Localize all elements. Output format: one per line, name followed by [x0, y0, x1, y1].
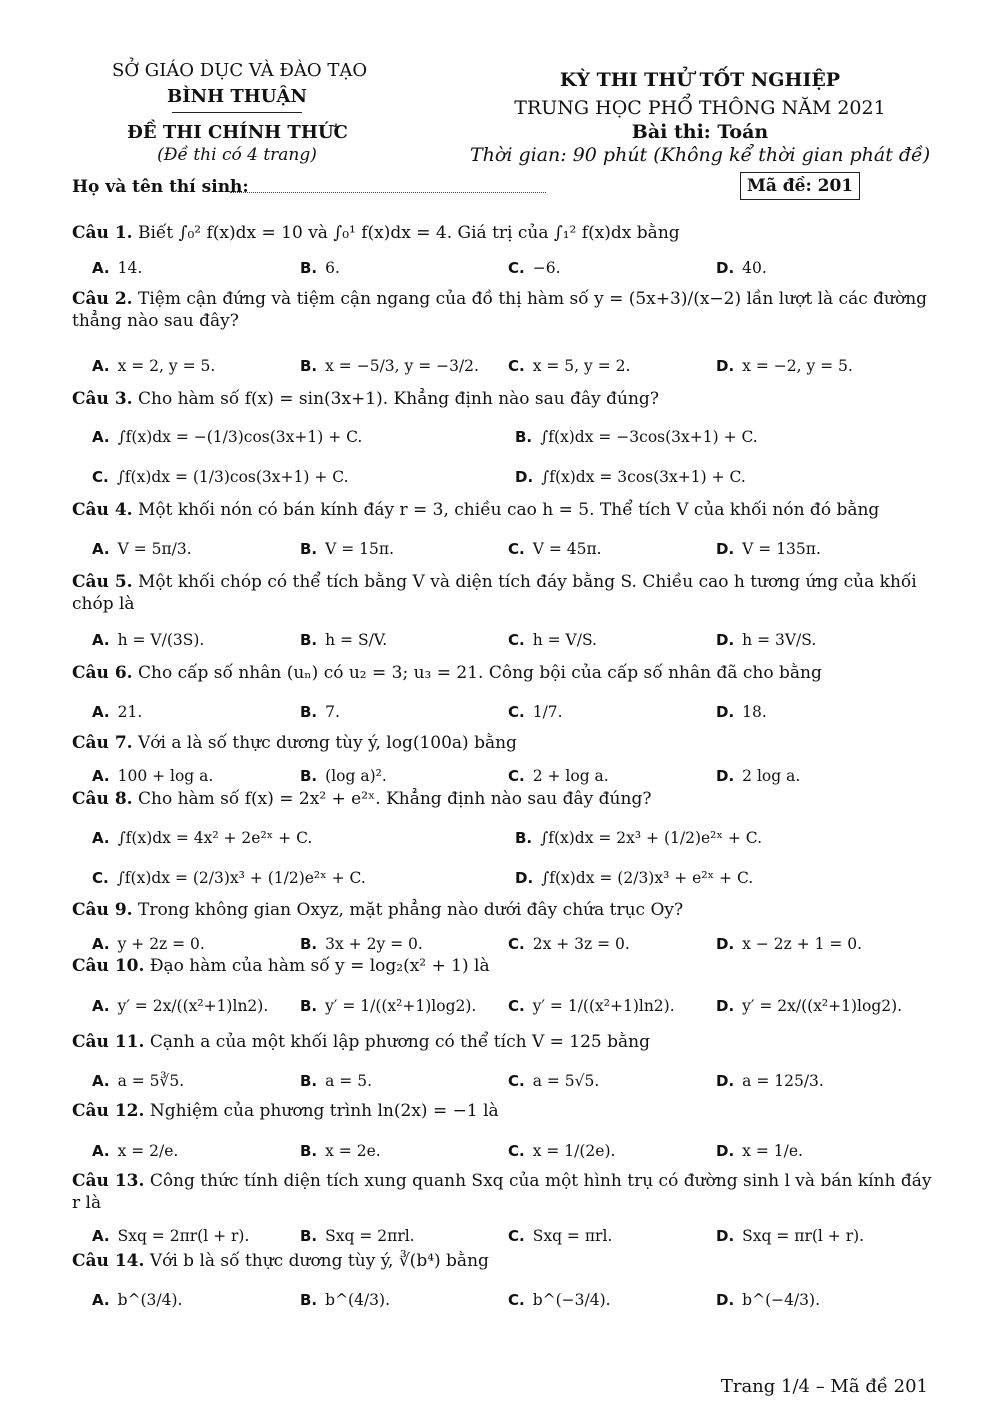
option-label: D.	[515, 468, 534, 486]
option-label: A.	[92, 767, 110, 785]
option-text: x = −2, y = 5.	[742, 357, 853, 375]
exam-code-box: Mã đề: 201	[740, 172, 860, 200]
option-text: 2x + 3z = 0.	[532, 935, 630, 953]
option-text: 7.	[325, 703, 340, 721]
option-label: B.	[515, 428, 533, 446]
exam-title: KỲ THI THỬ TỐT NGHIỆP	[559, 69, 841, 91]
question-stem	[72, 955, 932, 977]
answer-option	[92, 828, 312, 848]
question-number: Câu 9.	[72, 900, 133, 920]
question-text: Biết ∫₀² f(x)dx = 10 và ∫₀¹ f(x)dx = 4. Giá trị của ∫₁² f(x)dx bằng	[137, 223, 680, 243]
option-label: C.	[508, 997, 525, 1015]
option-text: ∫f(x)dx = −(1/3)cos(3x+1) + C.	[117, 428, 363, 446]
option-label: A.	[92, 631, 110, 649]
question-text: Trong không gian Oxyz, mặt phẳng nào dưới đây chứa trục Oy?	[137, 900, 684, 920]
option-label: C.	[508, 1072, 525, 1090]
option-text: 6.	[325, 259, 340, 277]
option-label: D.	[716, 357, 735, 375]
answer-option	[716, 539, 821, 559]
option-text: a = 5∛5.	[117, 1072, 185, 1090]
option-text: b^(−4/3).	[742, 1291, 821, 1309]
option-text: a = 125/3.	[742, 1072, 824, 1090]
answer-option	[92, 868, 366, 888]
answer-option	[508, 258, 561, 278]
answer-option	[508, 1071, 599, 1091]
option-text: 2 + log a.	[532, 767, 609, 785]
option-text: 2 log a.	[742, 767, 801, 785]
question-number: Câu 2.	[72, 289, 133, 309]
answer-option	[300, 702, 340, 722]
option-label: B.	[300, 1291, 318, 1309]
question-number: Câu 14.	[72, 1251, 145, 1271]
answer-option	[92, 934, 205, 954]
answer-option	[515, 467, 746, 487]
option-label: D.	[515, 869, 534, 887]
candidate-name-label: Họ và tên thí sinh:	[72, 177, 249, 197]
answer-option	[92, 539, 192, 559]
option-text: −6.	[532, 259, 561, 277]
exam-time: Thời gian: 90 phút (Không kể thời gian phát đề)	[470, 144, 931, 166]
option-text: ∫f(x)dx = −3cos(3x+1) + C.	[540, 428, 758, 446]
answer-option	[300, 1141, 381, 1161]
option-label: B.	[300, 357, 318, 375]
option-text: 3x + 2y = 0.	[325, 935, 423, 953]
answer-option	[716, 630, 816, 650]
question-text: Cho cấp số nhân (uₙ) có u₂ = 3; u₃ = 21. Công bội của cấp số nhân đã cho bằng	[137, 663, 822, 683]
answer-option	[508, 539, 602, 559]
answer-option	[716, 1071, 824, 1091]
department-name: SỞ GIÁO DỤC VÀ ĐÀO TẠO	[112, 60, 368, 81]
option-text: 100 + log a.	[117, 767, 214, 785]
option-text: (log a)².	[325, 767, 387, 785]
option-label: C.	[92, 468, 109, 486]
option-text: x = 2e.	[325, 1142, 381, 1160]
option-text: Sxq = πr(l + r).	[742, 1227, 865, 1245]
option-label: B.	[515, 829, 533, 847]
option-text: x = 1/e.	[742, 1142, 803, 1160]
option-text: b^(−3/4).	[532, 1291, 611, 1309]
question-text: Một khối chóp có thể tích bằng V và diện tích đáy bằng S. Chiều cao h tương ứng của khối chóp là	[72, 572, 917, 614]
option-label: B.	[300, 703, 318, 721]
option-label: D.	[716, 1291, 735, 1309]
option-label: A.	[92, 703, 110, 721]
option-label: D.	[716, 631, 735, 649]
question-number: Câu 4.	[72, 500, 133, 520]
question-stem	[72, 222, 932, 244]
question-text: Cho hàm số f(x) = sin(3x+1). Khẳng định nào sau đây đúng?	[137, 389, 659, 409]
option-label: C.	[508, 357, 525, 375]
option-label: D.	[716, 259, 735, 277]
question-number: Câu 13.	[72, 1171, 145, 1191]
answer-option	[92, 702, 142, 722]
option-text: 14.	[117, 259, 143, 277]
answer-option	[716, 996, 902, 1016]
question-stem	[72, 499, 932, 521]
option-label: D.	[716, 1227, 735, 1245]
option-label: B.	[300, 935, 318, 953]
answer-option	[92, 766, 213, 786]
option-text: Sxq = πrl.	[532, 1227, 613, 1245]
question-number: Câu 6.	[72, 663, 133, 683]
question-stem	[72, 1031, 932, 1053]
answer-option	[716, 1226, 864, 1246]
option-label: A.	[92, 829, 110, 847]
option-text: h = S/V.	[325, 631, 388, 649]
option-text: Sxq = 2πrl.	[325, 1227, 415, 1245]
option-text: x = 5, y = 2.	[532, 357, 631, 375]
option-label: D.	[716, 1142, 735, 1160]
answer-option	[508, 934, 630, 954]
answer-option	[515, 828, 762, 848]
question-text: Công thức tính diện tích xung quanh Sxq của một hình trụ có đường sinh l và bán kính đáy r là	[72, 1171, 932, 1213]
exam-subtitle: TRUNG HỌC PHỔ THÔNG NĂM 2021	[514, 97, 886, 119]
option-label: C.	[508, 540, 525, 558]
pages-note: (Đề thi có 4 trang)	[157, 145, 317, 165]
page-footer: Trang 1/4 – Mã đề 201	[720, 1376, 928, 1397]
answer-option	[92, 1071, 184, 1091]
question-stem	[72, 662, 932, 684]
answer-option	[515, 427, 758, 447]
option-text: ∫f(x)dx = (2/3)x³ + e²ˣ + C.	[541, 869, 754, 887]
option-text: h = V/S.	[532, 631, 597, 649]
question-stem	[72, 1170, 932, 1214]
option-label: C.	[508, 703, 525, 721]
option-label: B.	[300, 259, 318, 277]
answer-option	[716, 258, 767, 278]
option-text: V = 135π.	[742, 540, 821, 558]
option-label: D.	[716, 703, 735, 721]
answer-option	[716, 766, 800, 786]
option-label: B.	[300, 540, 318, 558]
answer-option	[508, 702, 563, 722]
option-text: ∫f(x)dx = 2x³ + (1/2)e²ˣ + C.	[540, 829, 763, 847]
option-text: h = V/(3S).	[117, 631, 205, 649]
option-text: V = 15π.	[325, 540, 395, 558]
question-number: Câu 12.	[72, 1101, 145, 1121]
question-stem	[72, 1250, 932, 1272]
option-text: x = −5/3, y = −3/2.	[325, 357, 479, 375]
answer-option	[508, 996, 675, 1016]
question-text: Một khối nón có bán kính đáy r = 3, chiều cao h = 5. Thể tích V của khối nón đó bằng	[137, 500, 880, 520]
answer-option	[300, 1226, 415, 1246]
option-text: y′ = 2x/((x²+1)log2).	[742, 997, 903, 1015]
option-label: C.	[508, 1227, 525, 1245]
answer-option	[508, 1226, 612, 1246]
answer-option	[508, 766, 609, 786]
option-text: h = 3V/S.	[742, 631, 817, 649]
option-label: A.	[92, 1227, 110, 1245]
option-text: y′ = 2x/((x²+1)ln2).	[117, 997, 269, 1015]
question-text: Đạo hàm của hàm số y = log₂(x² + 1) là	[149, 956, 490, 976]
option-label: C.	[508, 1291, 525, 1309]
option-text: V = 5π/3.	[117, 540, 192, 558]
question-text: Cạnh a của một khối lập phương có thể tích V = 125 bằng	[149, 1032, 650, 1052]
option-label: D.	[716, 997, 735, 1015]
option-text: ∫f(x)dx = (2/3)x³ + (1/2)e²ˣ + C.	[116, 869, 366, 887]
question-number: Câu 1.	[72, 223, 133, 243]
answer-option	[92, 996, 268, 1016]
option-text: ∫f(x)dx = (1/3)cos(3x+1) + C.	[116, 468, 349, 486]
answer-option	[508, 356, 630, 376]
question-stem	[72, 788, 932, 810]
answer-option	[300, 766, 387, 786]
option-text: a = 5.	[325, 1072, 373, 1090]
header-divider	[172, 112, 302, 113]
option-label: B.	[300, 631, 318, 649]
option-text: x = 1/(2e).	[532, 1142, 616, 1160]
option-label: D.	[716, 935, 735, 953]
option-text: y + 2z = 0.	[117, 935, 205, 953]
answer-option	[300, 630, 387, 650]
option-label: A.	[92, 259, 110, 277]
option-text: a = 5√5.	[532, 1072, 600, 1090]
answer-option	[716, 702, 767, 722]
option-text: x = 2/e.	[117, 1142, 179, 1160]
option-label: B.	[300, 1227, 318, 1245]
option-label: C.	[508, 259, 525, 277]
answer-option	[515, 868, 753, 888]
candidate-name-line	[230, 192, 546, 193]
question-stem	[72, 288, 932, 332]
option-label: A.	[92, 428, 110, 446]
option-label: C.	[508, 767, 525, 785]
answer-option	[300, 1290, 390, 1310]
answer-option	[716, 1290, 820, 1310]
answer-option	[92, 630, 204, 650]
answer-option	[716, 1141, 803, 1161]
option-label: A.	[92, 997, 110, 1015]
question-stem	[72, 571, 932, 615]
option-text: 1/7.	[532, 703, 563, 721]
option-label: A.	[92, 540, 110, 558]
answer-option	[92, 1290, 182, 1310]
question-stem	[72, 388, 932, 410]
option-label: B.	[300, 767, 318, 785]
answer-option	[92, 427, 362, 447]
province-name: BÌNH THUẬN	[167, 86, 307, 107]
question-text: Cho hàm số f(x) = 2x² + e²ˣ. Khẳng định nào sau đây đúng?	[137, 789, 652, 809]
option-label: B.	[300, 997, 318, 1015]
option-label: D.	[716, 767, 735, 785]
option-label: B.	[300, 1142, 318, 1160]
option-label: A.	[92, 935, 110, 953]
answer-option	[300, 996, 476, 1016]
subject-label: Bài thi: Toán	[631, 121, 769, 143]
option-text: ∫f(x)dx = 4x² + 2e²ˣ + C.	[117, 829, 313, 847]
answer-option	[300, 258, 340, 278]
answer-option	[92, 258, 142, 278]
option-label: C.	[92, 869, 109, 887]
option-label: A.	[92, 1291, 110, 1309]
option-label: D.	[716, 540, 735, 558]
option-label: A.	[92, 357, 110, 375]
option-text: 21.	[117, 703, 143, 721]
answer-option	[92, 467, 349, 487]
question-stem	[72, 899, 932, 921]
question-text: Tiệm cận đứng và tiệm cận ngang của đồ thị hàm số y = (5x+3)/(x−2) lần lượt là các đường thẳng nào sau đây?	[72, 289, 928, 331]
option-label: A.	[92, 1142, 110, 1160]
option-label: D.	[716, 1072, 735, 1090]
question-number: Câu 3.	[72, 389, 133, 409]
option-text: ∫f(x)dx = 3cos(3x+1) + C.	[541, 468, 746, 486]
answer-option	[508, 630, 597, 650]
question-number: Câu 10.	[72, 956, 145, 976]
question-stem	[72, 732, 932, 754]
option-text: x = 2, y = 5.	[117, 357, 216, 375]
answer-option	[92, 1226, 249, 1246]
question-stem	[72, 1100, 932, 1122]
option-text: 18.	[742, 703, 767, 721]
option-text: y′ = 1/((x²+1)ln2).	[532, 997, 675, 1015]
question-number: Câu 7.	[72, 733, 133, 753]
answer-option	[300, 356, 479, 376]
answer-option	[300, 539, 394, 559]
answer-option	[716, 934, 862, 954]
answer-option	[716, 356, 853, 376]
option-label: C.	[508, 935, 525, 953]
option-label: A.	[92, 1072, 110, 1090]
option-text: Sxq = 2πr(l + r).	[117, 1227, 250, 1245]
question-number: Câu 5.	[72, 572, 133, 592]
question-text: Với b là số thực dương tùy ý, ∛(b⁴) bằng	[149, 1251, 489, 1271]
option-label: C.	[508, 1142, 525, 1160]
question-number: Câu 8.	[72, 789, 133, 809]
answer-option	[92, 1141, 178, 1161]
question-number: Câu 11.	[72, 1032, 145, 1052]
option-text: 40.	[742, 259, 767, 277]
option-text: V = 45π.	[532, 540, 602, 558]
option-text: b^(3/4).	[117, 1291, 183, 1309]
option-text: b^(4/3).	[325, 1291, 391, 1309]
question-text: Với a là số thực dương tùy ý, log(100a) bằng	[137, 733, 517, 753]
option-text: y′ = 1/((x²+1)log2).	[325, 997, 477, 1015]
official-label: ĐỀ THI CHÍNH THỨC	[127, 122, 348, 143]
answer-option	[92, 356, 215, 376]
option-text: x − 2z + 1 = 0.	[742, 935, 863, 953]
question-text: Nghiệm của phương trình ln(2x) = −1 là	[149, 1101, 499, 1121]
answer-option	[508, 1141, 615, 1161]
answer-option	[300, 1071, 372, 1091]
option-label: B.	[300, 1072, 318, 1090]
option-label: C.	[508, 631, 525, 649]
answer-option	[508, 1290, 611, 1310]
answer-option	[300, 934, 423, 954]
